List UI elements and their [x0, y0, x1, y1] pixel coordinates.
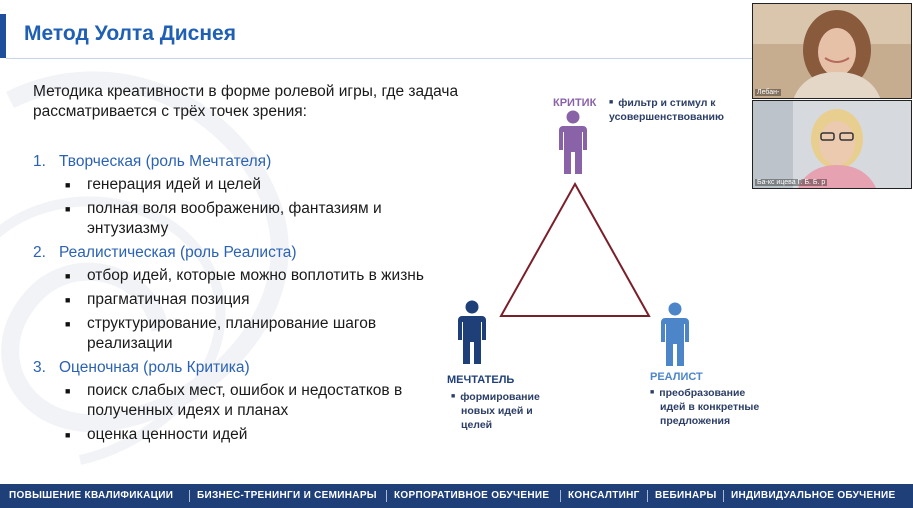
- perspectives-list: [33, 152, 453, 449]
- dreamer-description: ■ формирование новых идей и целей: [451, 391, 540, 431]
- roles-triangle: [495, 178, 655, 320]
- footer-link[interactable]: ИНДИВИДУАЛЬНОЕ ОБУЧЕНИЕ: [731, 490, 896, 501]
- realist-person-icon: [658, 302, 692, 368]
- list-item-evaluative: 3. Оценочная (роль Критика): [33, 359, 250, 376]
- webcam-tile[interactable]: [752, 3, 912, 99]
- bullet-item: ■ генерация идей и целей: [65, 175, 453, 195]
- bullet-item: ■ полная воля воображению, фантазиям и энтузиазму: [65, 199, 453, 239]
- footer-link[interactable]: ПОВЫШЕНИЕ КВАЛИФИКАЦИИ: [9, 490, 174, 501]
- participant-video: [753, 101, 912, 189]
- bullet-item: ■ структурирование, планирование шагов реализации: [65, 314, 453, 354]
- footer-link[interactable]: КОРПОРАТИВНОЕ ОБУЧЕНИЕ: [394, 490, 550, 501]
- dreamer-label: МЕЧТАТЕЛЬ: [447, 374, 515, 386]
- footer-separator: [560, 490, 561, 502]
- footer-separator: [386, 490, 387, 502]
- slide-title: Метод Уолта Диснея: [24, 22, 236, 45]
- footer-link[interactable]: КОНСАЛТИНГ: [568, 490, 640, 501]
- bullet-list: [33, 266, 453, 354]
- footer-separator: [189, 490, 190, 502]
- intro-text: Методика креативности в форме ролевой игры, где задача рассматривается с трёх точек зрения:: [33, 83, 459, 120]
- footer-separator: [647, 490, 648, 502]
- bullet-item: ■ прагматичная позиция: [65, 290, 453, 310]
- participant-name: Ба-кс ицева Г. Б. Б. р: [757, 179, 826, 186]
- footer-separator: [723, 490, 724, 502]
- list-item-realistic: 2. Реалистическая (роль Реалиста): [33, 244, 297, 261]
- list-item-creative: 1. Творческая (роль Мечтателя): [33, 153, 272, 170]
- critic-person-icon: [556, 110, 590, 176]
- footer-bar: [0, 484, 913, 508]
- realist-label: РЕАЛИСТ: [650, 371, 703, 383]
- critic-label: КРИТИК: [553, 97, 597, 109]
- title-divider: [6, 58, 754, 59]
- footer-link[interactable]: ВЕБИНАРЫ: [655, 490, 717, 501]
- bullet-item: ■ отбор идей, которые можно воплотить в жизнь: [65, 266, 453, 286]
- footer-link[interactable]: БИЗНЕС-ТРЕНИНГИ И СЕМИНАРЫ: [197, 490, 377, 501]
- bullet-item: ■ поиск слабых мест, ошибок и недостатков в полученных идеях и планах: [65, 381, 453, 421]
- participant-name: Лебан-: [757, 89, 780, 96]
- bullet-item: ■ оценка ценности идей: [65, 425, 453, 445]
- critic-description: ■ фильтр и стимул к усовершенствованию: [609, 97, 724, 123]
- dreamer-person-icon: [455, 300, 489, 366]
- webcam-tile[interactable]: [752, 100, 912, 189]
- bullet-list: [33, 175, 453, 239]
- bullet-list: [33, 381, 453, 445]
- participant-video: [753, 4, 912, 99]
- realist-description: ■ преобразование идей в конкретные предложения: [650, 387, 760, 427]
